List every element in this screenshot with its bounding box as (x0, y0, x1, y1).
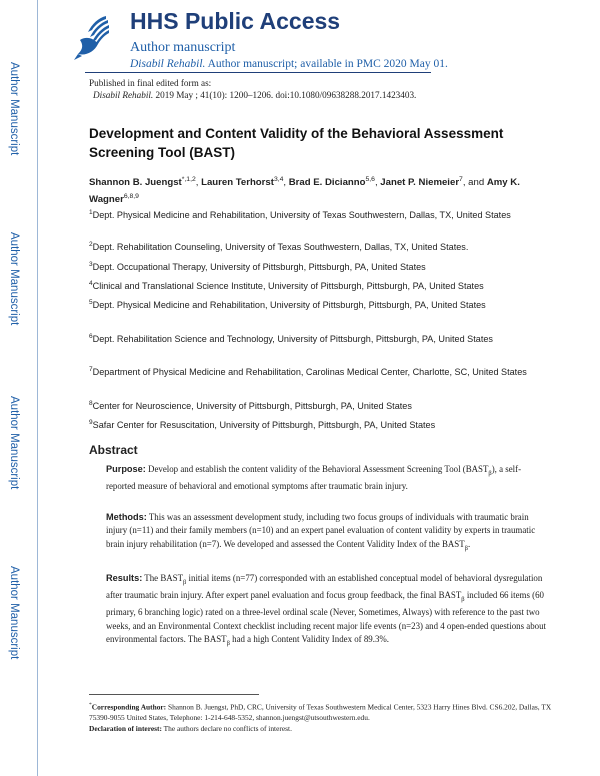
corresponding-author: *Corresponding Author: Shannon B. Juengst, PhD, CRC, University of Texas Southwestern Medical Center, 5323 Harry Hines Blvd. CS6.202, Dallas, TX 75390-9055 United States, Telephone: 1-214-648-5352, shannon.juengst@utsouthwestern.edu. (89, 702, 552, 723)
affiliation: $^6$Dept. Rehabilitation Science and Technology, University of Pittsburgh, Pittsburgh, PA, United States (89, 333, 493, 345)
header-rule (85, 72, 431, 73)
availability-text: Author manuscript; available in PMC 2020 May 01. (205, 58, 448, 70)
citation-line (89, 90, 416, 102)
footnote (89, 700, 559, 734)
author: Brad E. Dicianno$^{5,6}$, (288, 176, 381, 189)
affiliation: $^7$Department of Physical Medicine and Rehabilitation, Carolinas Medical Center, Charlotte, SC, United States (89, 366, 527, 378)
author: Amy K. Wagner$^{6,8,9}$ (89, 177, 520, 205)
abstract-methods: Methods: This was an assessment development study, including two focus groups of individuals with traumatic brain injury (n=11) and their family members (n=10) and an expert panel evaluation of content validity by experts in traumatic brain injury rehabilitation (n=7). We developed and assessed the Content Validity Index of the $BAST_\beta$. (106, 512, 536, 552)
author-list (89, 173, 554, 206)
article-title: Development and Content Validity of the Behavioral Assessment Screening Tool (BAST) (89, 126, 504, 160)
sidebar-label-text: Author Manuscript (8, 566, 20, 660)
sidebar-label (8, 62, 24, 172)
sidebar-label (8, 566, 24, 676)
citation-text: 2019 May ; 41(10): 1200–1206. doi:10.1080/09638288.2017.1423403. (153, 89, 417, 100)
footnote-rule (89, 694, 259, 695)
hhs-header (68, 8, 568, 72)
abstract-results: Results: The $BAST_\beta$ initial items (n=77) corresponded with an established conceptual model of behavioral dysregulation after traumatic brain injury. After expert panel evaluation and focus group feedback, the final $BAST_\beta$ included 66 items (60 primary, 6 branching logic) rated on a three-level ordinal scale (Never, Sometimes, Always) with reference to the past two weeks, and an Environmental Context checklist including recent major life events (n=23) and 4 open-ended questions about environmental factors. The $BAST_\beta$ had a high Content Validity Index of 89.3%. (106, 573, 547, 647)
affiliation: $^9$Safar Center for Resuscitation, University of Pittsburgh, Pittsburgh, PA, United States (89, 419, 436, 431)
availability-line (130, 58, 448, 70)
sidebar (0, 0, 32, 776)
sidebar-label (8, 396, 24, 506)
author: Shannon B. Juengst$^{*,1,2}$, (89, 176, 202, 189)
manuscript-label: Author manuscript (130, 40, 236, 55)
hhs-eagle-logo-icon (68, 10, 122, 64)
author: Janet P. Niemeier$^7$, and (380, 176, 487, 189)
affiliation: $^2$Dept. Rehabilitation Counseling, University of Texas Southwestern, Dallas, TX, United States. (89, 241, 469, 253)
sidebar-divider (37, 0, 38, 776)
affiliation: $^1$Dept. Physical Medicine and Rehabilitation, University of Texas Southwestern, Dallas, TX, United States (89, 209, 511, 221)
sidebar-label (8, 232, 24, 342)
sidebar-label-text: Author Manuscript (8, 232, 20, 326)
affiliation: $^5$Dept. Physical Medicine and Rehabilitation, University of Pittsburgh, Pittsburgh, PA, United States (89, 299, 486, 311)
publication-info (89, 78, 416, 101)
abstract-heading: Abstract (89, 443, 138, 457)
affiliation: $^8$Center for Neuroscience, University of Pittsburgh, Pittsburgh, PA, United States (89, 400, 412, 412)
sidebar-label-text: Author Manuscript (8, 62, 20, 156)
sidebar-label-text: Author Manuscript (8, 396, 20, 490)
journal-name: Disabil Rehabil. (130, 58, 206, 70)
affiliation: $^3$Dept. Occupational Therapy, University of Pittsburgh, Pittsburgh, PA, United States (89, 261, 426, 273)
author: Lauren Terhorst$^{3,4}$, (201, 176, 289, 189)
citation-journal: Disabil Rehabil. (93, 89, 154, 100)
declaration-of-interest: Declaration of interest: The authors declare no conflicts of interest. (89, 724, 292, 734)
hhs-title: HHS Public Access (130, 8, 341, 34)
published-label: Published in final edited form as: (89, 78, 212, 88)
abstract-purpose: Purpose: Develop and establish the content validity of the Behavioral Assessment Screening Tool $(BAST_\beta)$, a self-reported measure of behavioral and emotional symptoms after traumatic brain injury. (106, 464, 522, 492)
affiliation: $^4$Clinical and Translational Science Institute, University of Pittsburgh, Pittsburgh, PA, United States (89, 280, 484, 292)
